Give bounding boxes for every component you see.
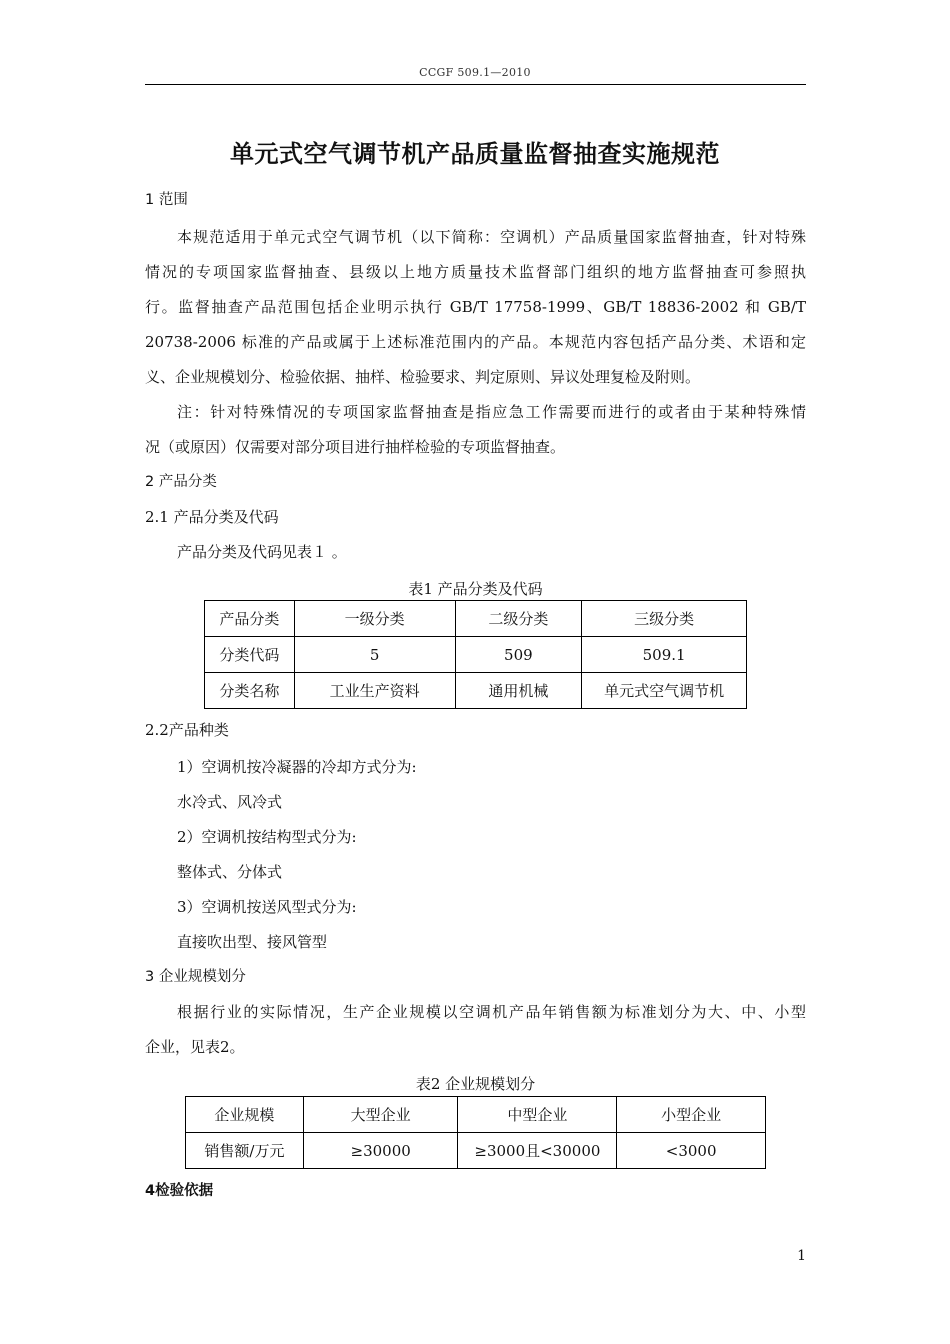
table-1 [204,600,747,709]
list-item: 1）空调机按冷凝器的冷却方式分为: [177,758,417,776]
section-1-note-line: 况（或原因）仅需要对部分项目进行抽样检验的专项监督抽查。 [145,438,566,456]
document-title: 单元式空气调节机产品质量监督抽查实施规范 [230,140,720,168]
table-row [205,601,747,637]
section-1-para-line: 20738-2006 标准的产品或属于上述标准范围内的产品。本规范内容包括产品分类、术语和定 [145,333,806,351]
table-row [186,1133,766,1169]
table-cell: 三级分类 [582,601,747,637]
list-item: 直接吹出型、接风管型 [177,933,328,951]
table-cell: ≥30000 [303,1133,458,1169]
table-cell: 工业生产资料 [294,673,455,709]
table-cell: 509.1 [582,637,747,673]
table-cell: 产品分类 [205,601,295,637]
list-item: 2）空调机按结构型式分为: [177,828,357,846]
table-1-caption: 表1 产品分类及代码 [408,580,543,598]
section-3-heading: 3 企业规模划分 [145,969,246,985]
table-cell: 通用机械 [455,673,582,709]
table-row [186,1097,766,1133]
section-1-para-line: 本规范适用于单元式空气调节机（以下简称：空调机）产品质量国家监督抽查，针对特殊 [177,228,806,246]
header-rule [145,84,806,85]
table-2-caption: 表2 企业规模划分 [415,1075,536,1093]
standard-code-header: CCGF 509.1—2010 [419,66,531,79]
list-item: 整体式、分体式 [177,863,283,881]
table-row [205,637,747,673]
table-cell: 中型企业 [458,1097,617,1133]
table-cell: 销售额/万元 [186,1133,304,1169]
section-4-heading: 4检验依据 [145,1183,214,1199]
table-cell: 分类代码 [205,637,295,673]
section-2-1-heading: 2.1 产品分类及代码 [145,508,279,526]
section-1-para-line: 行。监督抽查产品范围包括企业明示执行 GB/T 17758-1999、GB/T 18836-2002 和 GB/T [145,298,806,316]
section-2-2-heading: 2.2产品种类 [145,721,229,739]
table-cell: 一级分类 [294,601,455,637]
table-cell: 小型企业 [617,1097,766,1133]
section-2-heading: 2 产品分类 [145,474,217,490]
page-number: 1 [797,1248,806,1264]
list-item: 水冷式、风冷式 [177,793,283,811]
table-cell: 单元式空气调节机 [582,673,747,709]
table-cell: 分类名称 [205,673,295,709]
list-item: 3）空调机按送风型式分为: [177,898,357,916]
section-3-para-line: 企业，见表2。 [145,1038,245,1056]
section-1-para-line: 义、企业规模划分、检验依据、抽样、检验要求、判定原则、异议处理复检及附则。 [145,368,701,386]
table-cell: ≥3000且<30000 [458,1133,617,1169]
table-2 [185,1096,766,1169]
section-3-para-line: 根据行业的实际情况，生产企业规模以空调机产品年销售额为标准划分为大、中、小型 [177,1003,806,1021]
table-row [205,673,747,709]
section-1-heading: 1 范围 [145,192,188,208]
table-cell: 大型企业 [303,1097,458,1133]
table-cell: 企业规模 [186,1097,304,1133]
section-1-note-line: 注：针对特殊情况的专项国家监督抽查是指应急工作需要而进行的或者由于某种特殊情 [177,403,806,421]
table-cell: 5 [294,637,455,673]
table-cell: 509 [455,637,582,673]
table-cell: <3000 [617,1133,766,1169]
section-1-para-line: 情况的专项国家监督抽查、县级以上地方质量技术监督部门组织的地方监督抽查可参照执 [145,263,806,281]
table-cell: 二级分类 [455,601,582,637]
section-2-1-text: 产品分类及代码见表１ 。 [177,543,347,561]
